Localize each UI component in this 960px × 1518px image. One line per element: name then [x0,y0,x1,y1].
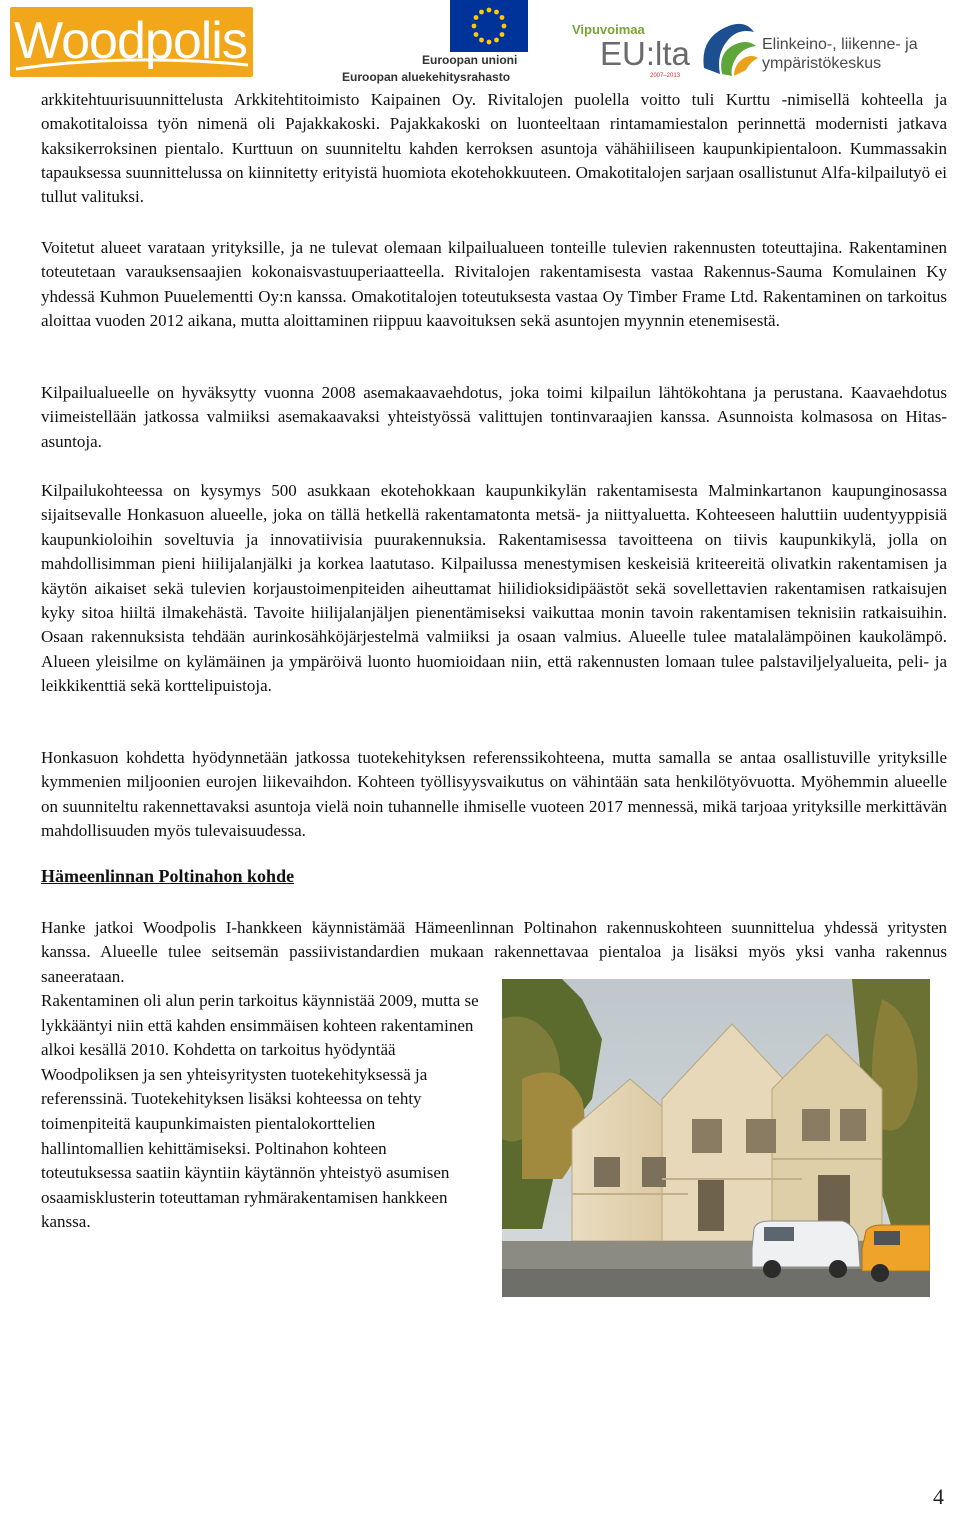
ely-emblem-icon [698,20,758,76]
eu-flag-icon [450,0,528,52]
paragraph-poltinaho-intro: Hanke jatkoi Woodpolis I-hankkeen käynnistämää Hämeenlinnan Poltinahon rakennuskohteen suunnittelua yhdessä yritysten kanssa. Alueelle tulee seitsemän passiivistandardien mukaan rakennettavaa pientaloa ja lisäksi myös yksi vanha rakennus saneerataan. [41,918,947,986]
paragraph-competition-results: arkkitehtuurisuunnittelusta Arkkitehtitoimisto Kaipainen Oy. Rivitalojen puolella voitto tuli Kurttu -nimisellä kohteella ja omakotitaloissa työn nimenä oli Pajakkakoski. Pajakkakoski on luonteeltaan rintamamiestalon perinnettä modernisti jatkava kaksikerroksinen pientalo. Kurttuun on suunniteltu kahden kerroksen asuntoja vähähiiliseen kaupunkipientaloon. Kummassakin tapauksessa suunnittelussa on kiinnitetty erityistä huomiota ekotehokkuuteen. Omakotitalojen sarjaan osallistunut Alfa-kilpailutyö ei tullut valituksi. [41,90,947,207]
vipuvoimaa-years: 2007–2013 [650,73,681,79]
ely-centre-logo [698,20,960,76]
logo-bar [0,0,960,86]
paragraph-plot-reservation: Voitetut alueet varataan yrityksille, ja ne tulevat olemaan kilpailualueen tonteille tulevien rakennusten toteuttajina. Rakentaminen toteutetaan varauksensaajien kokonaisvastuuperiaatteella. Rivitalojen rakentamisesta vastaa Rakennus-Sauma Komulainen Ky yhdessä Kuhmon Puuelementti Oy:n kanssa. Omakotitalojen toteutuksesta vastaa Oy Timber Frame Ltd. Rakentaminen on tarkoitus aloittaa vuoden 2012 aikana, mutta aloittaminen riippuu kaavoituksen sekä asuntojen myynnin etenemisestä. [41,238,947,330]
vipuvoimaa-label: Vipuvoimaa [572,22,645,37]
paragraph-honkasuo-reference: Honkasuon kohdetta hyödynnetään jatkossa tuotekehityksen referenssikohteena, mutta samalla se antaa osallistuville yrityksille kymmenien miljoonien eurojen liikevaihdon. Kohteen työllisyysvaikutus on vähintään sata henkilötyövuotta. Myöhemmin alueelle on suunniteltu rakennettavaksi asuntoja vielä noin tuhannelle ihmiselle vuoteen 2017 mennessä, mikä tarjoaa yrityksille merkittävän mahdollisuuden myös tulevaisuudessa. [41,748,947,840]
construction-site-photo [502,979,930,1297]
ely-name-line2: ympäristökeskus [762,55,882,72]
vipuvoimaa-eu-label: EU:lta [600,35,690,72]
ely-name-line1: Elinkeino-, liikenne- ja [762,36,918,53]
eu-union-label: Euroopan unioni [422,53,518,67]
paragraph-poltinaho-construction: Rakentaminen oli alun perin tarkoitus käynnistää 2009, mutta se lykkääntyi niin että kahden ensimmäisen kohteen rakentaminen alkoi kesällä 2010. Kohdetta on tarkoitus hyödyntää Woodpoliksen ja sen yhteisyritysten tuotekehityksessä ja referenssinä. Tuotekehityksen lisäksi kohteessa on tehty toimenpiteitä kaupunkimaisten pientalokorttelien hallintomallien kehittämiseksi. Poltinahon kohteen toteutuksessa saatiin käyntiin käytännön yhteistyö asumisen osaamisklusterin toteuttaman ryhmärakentamisen hankkeen kanssa. [41,991,479,1232]
woodpolis-logo-text: Woodpolis [14,12,247,70]
woodpolis-logo [10,7,253,77]
paragraph-eco-village: Kilpailukohteessa on kysymys 500 asukkaan ekotehokkaan kaupunkikylän rakentamisesta Malminkartanon kaupunginosassa sijaitsevalle Honkasuon alueelle, joka on tällä hetkellä rakentamatonta metsä- ja niittyaluetta. Kohteeseen haluttiin uudentyyppisiä kaupunkioloihin soveltuvia ja innovatiivisia puurakennuksia. Rakentamisessa tavoitteena on tiivis kaupunkikylä, jolla on mahdollisimman pieni hiilijalanjälki ja korkea laatutaso. Kilpailussa menestymisen keskeisiä kriteereitä olivatkin rakentamisen ja käytön aikaiset sekä tulevien korjaustoimenpiteiden aiheuttamat hiilidioksidipäästöt sekä sovellettavien rakentamisen ratkaisujen kyky sitoa hiiltä ilmakehästä. Tavoite hiilijalanjäljen pienentämiseksi vaikuttaa monin tavoin rakentamisen teknisiin ratkaisuihin. Osaan rakennuksista tehdään aurinkosähköjärjestelmä valmiiksi ja osaan valmius. Alueelle tulee matalalämpöinen kaukolämpö. Alueen yleisilme on kylämäinen ja ympäröivä luonto huomioidaan niin, että rakennusten lomaan tulee palstaviljelyalueita, peli- ja leikkikenttiä sekä korttelipuistoja. [41,481,947,696]
eu-logo [342,0,528,86]
section-heading-poltinaho: Hämeenlinnan Poltinahon kohde [41,866,295,886]
page-number: 4 [933,1484,944,1509]
eu-fund-label: Euroopan aluekehitysrahasto [342,70,511,84]
paragraph-zoning-plan: Kilpailualueelle on hyväksytty vuonna 2008 asemakaavaehdotus, joka toimi kilpailun lähtökohtana ja perustana. Kaavaehdotus viimeistellään jatkossa valmiiksi asemakaavaksi yhteistyössä valittujen tontinvaraajien kanssa. Asunnoista kolmasosa on Hitas-asuntoja. [41,383,947,451]
vipuvoimaa-logo [568,22,690,82]
